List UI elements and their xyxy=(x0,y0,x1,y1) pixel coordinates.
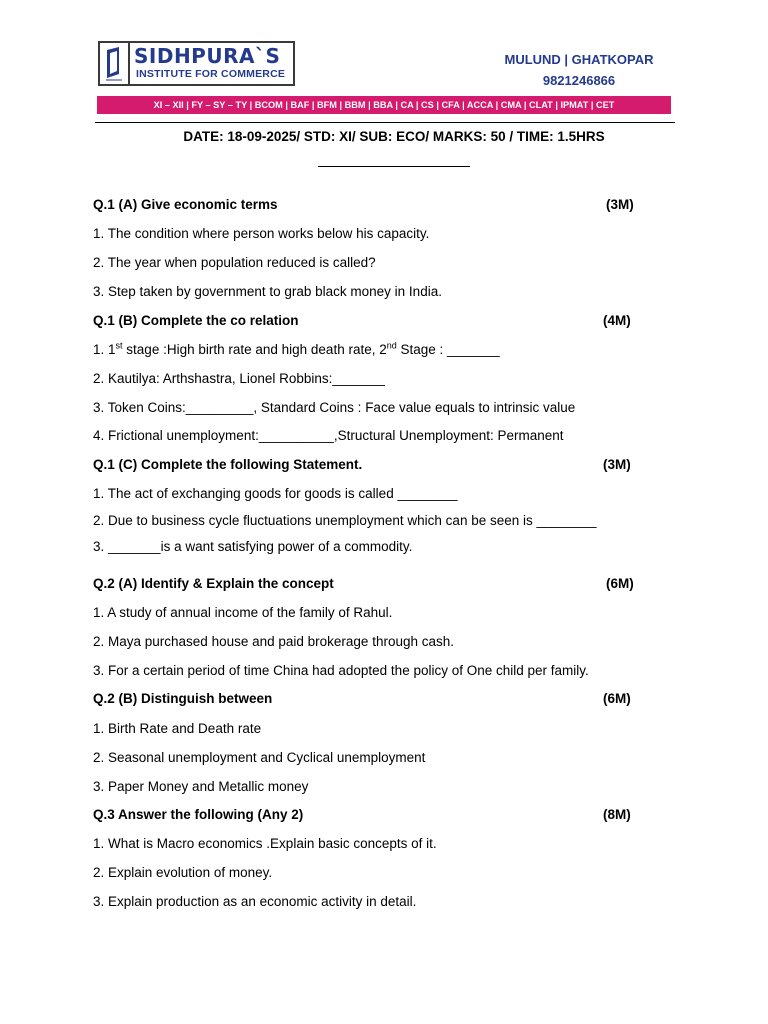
section-heading-q3: Q.3 Answer the following (Any 2) xyxy=(93,807,304,822)
question-item: 1. A study of annual income of the family of Rahul. xyxy=(93,605,393,620)
section-heading-q1b: Q.1 (B) Complete the co relation xyxy=(93,313,299,328)
question-item: 3. Token Coins:_________, Standard Coins : Face value equals to intrinsic value xyxy=(93,400,576,415)
contact-phone: 9821246866 xyxy=(542,73,616,88)
ordinal-suffix: nd xyxy=(386,340,397,351)
question-item: 3. _______is a want satisfying power of a commodity. xyxy=(93,539,413,554)
title-underline xyxy=(318,166,470,167)
exam-details: DATE: 18-09-2025/ STD: XI/ SUB: ECO/ MARKS: 50 / TIME: 1.5HRS xyxy=(183,129,605,144)
ordinal-suffix: st xyxy=(115,340,123,351)
marks-q2a: (6M) xyxy=(606,576,634,591)
section-heading-q1c: Q.1 (C) Complete the following Statement. xyxy=(93,457,363,472)
question-item: 1. What is Macro economics .Explain basic concepts of it. xyxy=(93,836,437,851)
question-item: 2. The year when population reduced is called? xyxy=(93,255,376,270)
question-item: 1. The condition where person works below his capacity. xyxy=(93,226,430,241)
marks-q1b: (4M) xyxy=(603,313,631,328)
question-item: 2. Due to business cycle fluctuations unemployment which can be seen is ________ xyxy=(93,513,597,528)
question-item: 3. For a certain period of time China had adopted the policy of One child per family. xyxy=(93,663,589,678)
question-item: 3. Explain production as an economic activity in detail. xyxy=(93,894,417,909)
question-text: stage :High birth rate and high death rate, 2 xyxy=(122,342,387,357)
question-text: Stage : _______ xyxy=(396,342,500,357)
question-item: 3. Step taken by government to grab black money in India. xyxy=(93,284,442,299)
logo-divider xyxy=(128,43,130,84)
question-item xyxy=(93,342,500,357)
header-divider xyxy=(95,122,675,123)
section-heading-q2a: Q.2 (A) Identify & Explain the concept xyxy=(93,576,334,591)
question-item: 3. Paper Money and Metallic money xyxy=(93,779,309,794)
question-item: 4. Frictional unemployment:__________,Structural Unemployment: Permanent xyxy=(93,428,564,443)
institute-subtitle: INSTITUTE FOR COMMERCE xyxy=(136,68,286,80)
section-heading-q1a: Q.1 (A) Give economic terms xyxy=(93,197,278,212)
book-logo-icon xyxy=(102,44,126,83)
marks-q1a: (3M) xyxy=(606,197,634,212)
question-item: 2. Seasonal unemployment and Cyclical unemployment xyxy=(93,750,426,765)
marks-q1c: (3M) xyxy=(603,457,631,472)
branch-locations: MULUND | GHATKOPAR xyxy=(504,52,654,67)
marks-q3: (8M) xyxy=(603,807,631,822)
section-heading-q2b: Q.2 (B) Distinguish between xyxy=(93,691,273,706)
institute-name: SIDHPURA`S xyxy=(134,44,281,68)
question-item: 2. Explain evolution of money. xyxy=(93,865,273,880)
courses-banner: XI – XII | FY – SY – TY | BCOM | BAF | BFM | BBM | BBA | CA | CS | CFA | ACCA | CMA | CLAT | IPMAT | CET xyxy=(97,96,671,114)
question-item: 2. Maya purchased house and paid brokerage through cash. xyxy=(93,634,454,649)
question-item: 2. Kautilya: Arthshastra, Lionel Robbins:_______ xyxy=(93,371,385,386)
marks-q2b: (6M) xyxy=(603,691,631,706)
question-item: 1. Birth Rate and Death rate xyxy=(93,721,262,736)
question-item: 1. The act of exchanging goods for goods is called ________ xyxy=(93,486,458,501)
question-text: 1. 1 xyxy=(93,342,116,357)
